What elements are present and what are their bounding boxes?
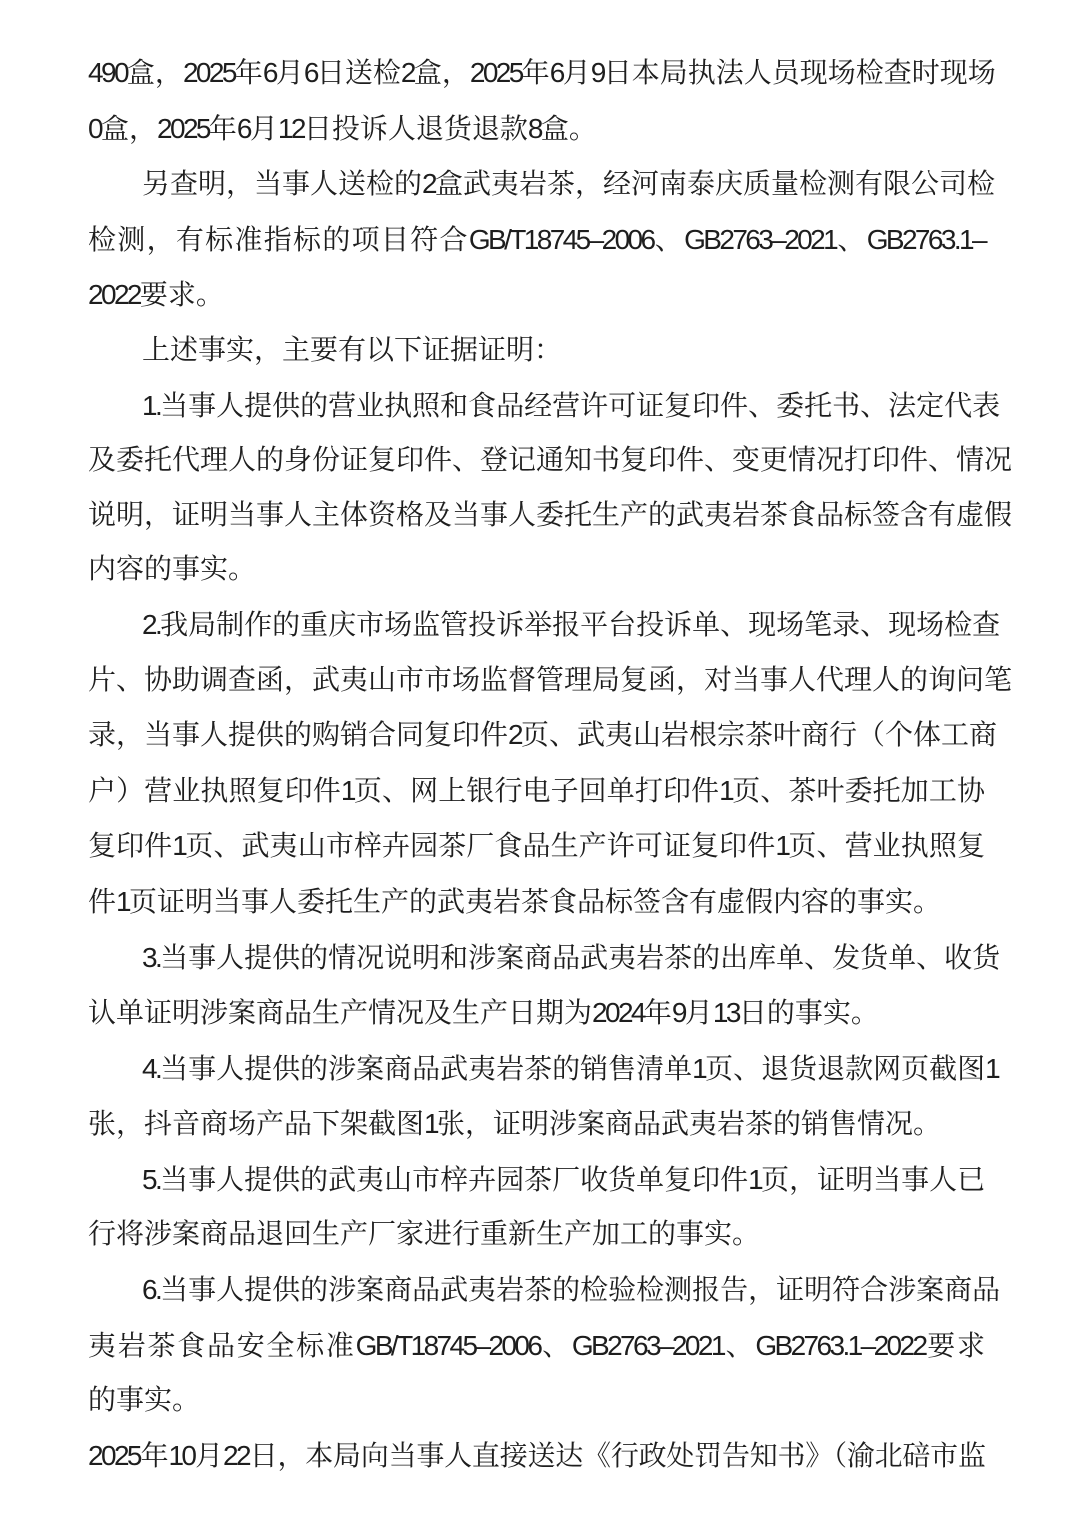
- document-line: 说明，证明当事人主体资格及当事人委托生产的武夷岩茶食品标签含有虚假: [88, 499, 1013, 531]
- document-line: 行将涉案商品退回生产厂家进行重新生产加工的事实。: [88, 1219, 761, 1251]
- document-line: 夷岩茶食品安全标准GB/T18745–2006、GB2763–2021、GB2763.1–2022要求: [88, 1329, 985, 1362]
- document-line: 张，抖音商场产品下架截图1张，证明涉案商品武夷岩茶的销售情况。: [88, 1108, 942, 1141]
- document-line: 3.当事人提供的情况说明和涉案商品武夷岩茶的出库单、发货单、收货: [142, 941, 1001, 974]
- document-line: 2025年10月22日，本局向当事人直接送达《行政处罚告知书》（渝北碚市监: [88, 1439, 985, 1472]
- document-line: 认单证明涉案商品生产情况及生产日期为2024年9月13日的事实。: [88, 997, 879, 1030]
- document-line: 的事实。: [88, 1385, 201, 1417]
- document-line: 上述事实，主要有以下证据证明：: [142, 334, 563, 366]
- document-line: 5.当事人提供的武夷山市梓卉园茶厂收货单复印件1页，证明当事人已: [142, 1163, 986, 1196]
- document-line: 录，当事人提供的购销合同复印件2页、武夷山岩根宗茶叶商行（个体工商: [88, 719, 998, 752]
- document-line: 内容的事实。: [88, 554, 257, 586]
- document-line: 及委托代理人的身份证复印件、登记通知书复印件、变更情况打印件、情况: [88, 445, 1013, 477]
- document-line: 复印件1页、武夷山市梓卉园茶厂食品生产许可证复印件1页、营业执照复: [88, 830, 985, 863]
- document-line: 4.当事人提供的涉案商品武夷岩茶的销售清单1页、退货退款网页截图1: [142, 1052, 999, 1085]
- document-line: 2.我局制作的重庆市场监管投诉举报平台投诉单、现场笔录、现场检查: [142, 608, 1001, 641]
- document-line: 片、协助调查函，武夷山市市场监督管理局复函，对当事人代理人的询问笔: [88, 664, 1013, 696]
- document-line: 1.当事人提供的营业执照和食品经营许可证复印件、委托书、法定代表: [142, 389, 1001, 422]
- document-line: 6.当事人提供的涉案商品武夷岩茶的检验检测报告，证明符合涉案商品: [142, 1274, 1001, 1307]
- document-line: 2022要求。: [88, 279, 224, 312]
- document-line: 件1页证明当事人委托生产的武夷岩茶食品标签含有虚假内容的事实。: [88, 885, 942, 918]
- document-line: 检测，有标准指标的项目符合GB/T18745–2006、GB2763–2021、GB2763.1–: [88, 223, 985, 256]
- document-line: 另查明，当事人送检的2盒武夷岩茶，经河南泰庆质量检测有限公司检: [142, 168, 996, 201]
- document-line: 户）营业执照复印件1页、网上银行电子回单打印件1页、茶叶委托加工协: [88, 774, 985, 807]
- document-line: 490盒，2025年6月6日送检2盒，2025年6月9日本局执法人员现场检查时现场: [88, 57, 996, 89]
- document-line: 0盒，2025年6月12日投诉人退货退款8盒。: [88, 112, 597, 145]
